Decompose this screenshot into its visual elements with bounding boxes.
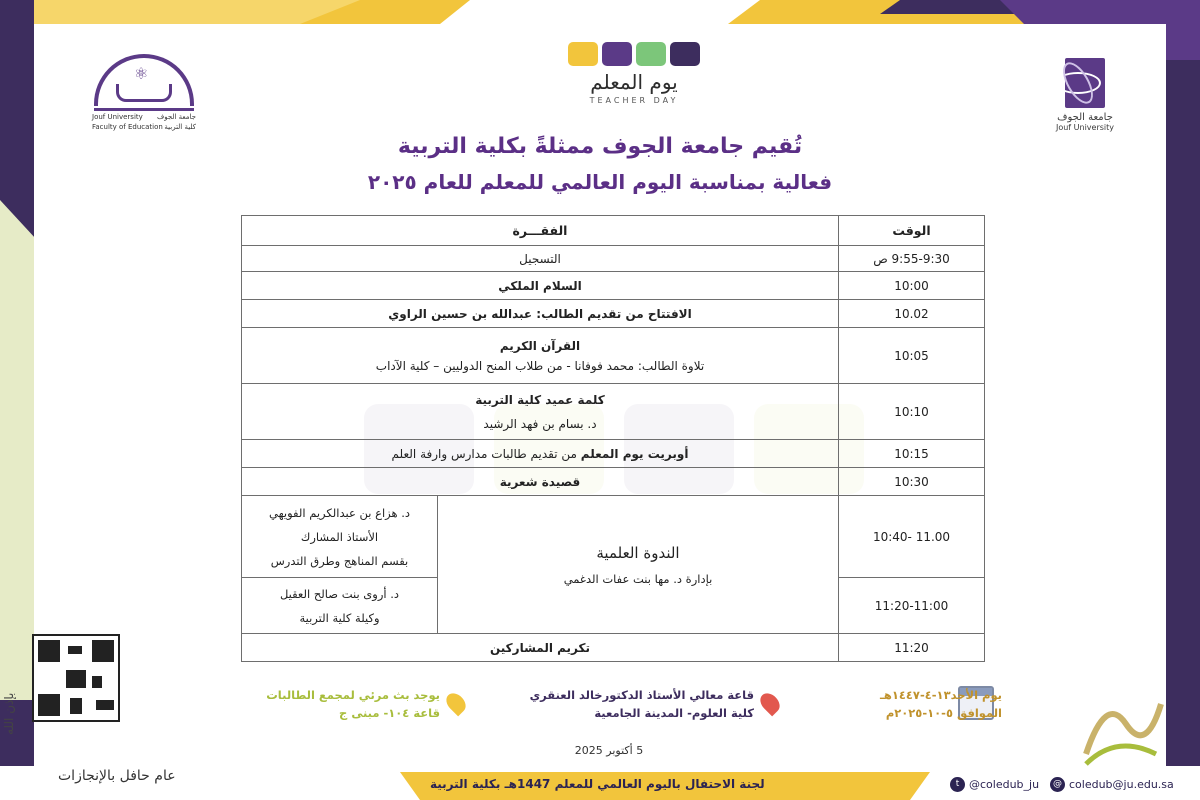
side-note: بإذن الله: [2, 692, 16, 736]
arch-emblem: [94, 54, 194, 106]
venue-hall: قاعة معالي الأستاذ الدكتورخالد العنقري: [529, 688, 754, 702]
row-time: 10.02: [839, 300, 985, 328]
committee-line: لجنة الاحتفال باليوم العالمي للمعلم 1447هـ بكلية التربية: [430, 777, 765, 791]
book-icon: [116, 84, 172, 102]
speaker-2-name: د. أروى بنت صالح العقيل: [279, 586, 400, 601]
atom-icon: ⚛: [134, 64, 149, 83]
email-icon: @: [1050, 777, 1065, 792]
row-time: 10:00: [839, 272, 985, 300]
right-logo-university-en: Jouf University: [1055, 123, 1115, 132]
stream-info: [230, 686, 440, 722]
table-header-row: [242, 216, 985, 246]
row-time: 11:20: [839, 634, 985, 662]
event-venue: [504, 686, 754, 722]
schedule-table: [241, 215, 985, 662]
print-date: 5 أكتوبر 2025: [574, 744, 644, 757]
event-date-gregorian: الموافق ٥-١٠-٢٠٢٥م: [885, 706, 1002, 720]
teacher-day-calligraphy: [1076, 684, 1166, 774]
row-item-title: القرآن الكريم: [499, 338, 581, 353]
row-item-bold: أوبريت يوم المعلم: [580, 446, 689, 461]
event-date: [792, 686, 1002, 722]
row-item-title: كلمة عميد كلية التربية: [475, 392, 605, 407]
panel-moderator: بإدارة د. مها بنت عفات الدغمي: [563, 571, 713, 586]
row-item: السلام الملكي: [242, 272, 839, 300]
table-row: [242, 384, 985, 440]
event-date-hijri: يوم الأحد١٣-٤-١٤٤٧هـ: [879, 688, 1002, 702]
panel-row-1: [242, 496, 985, 578]
row-item: التسجيل: [242, 246, 839, 272]
speaker-1: [242, 496, 438, 578]
table-row: [242, 272, 985, 300]
heading-line2: فعالية بمناسبة اليوم العالمي للمعلم للعام ٢٠٢٥: [367, 170, 833, 194]
panel-cell: [438, 496, 839, 634]
row-time: 10:10: [839, 384, 985, 440]
left-logo-university-en: Jouf University: [92, 113, 143, 121]
panel-time-1: 11.00 -10:40: [839, 496, 985, 578]
row-time: 10:30: [839, 468, 985, 496]
row-time: 10:05: [839, 328, 985, 384]
event-title-ar: يوم المعلم: [590, 70, 678, 94]
stream-pin-icon: [443, 690, 470, 717]
left-logo-faculty-en: Faculty of Education: [92, 123, 163, 131]
row-item: [242, 384, 839, 440]
twitter-icon: t: [950, 777, 965, 792]
email-text: coledub@ju.edu.sa: [1069, 778, 1174, 791]
stream-line2: قاعة ١٠٤- مبنى ج: [339, 706, 440, 720]
speaker-1-dept: بقسم المناهج وطرق التدرس: [270, 553, 409, 568]
university-emblem: [1065, 58, 1105, 108]
row-item: تكريم المشاركين: [242, 634, 839, 662]
jouf-university-logo: [1050, 58, 1120, 132]
panel-time-2: 11:20-11:00: [839, 578, 985, 634]
speaker-1-name: د. هزاع بن عبدالكريم الفويهي: [269, 505, 410, 520]
row-item: الافتتاح من تقديم الطالب: عبدالله بن حسين الراوي: [242, 300, 839, 328]
row-item: [242, 440, 839, 468]
faculty-of-education-logo: [84, 54, 204, 134]
left-logo-university-ar: جامعة الجوف: [156, 113, 196, 121]
row-item: [242, 328, 839, 384]
col-header-time: الوقت: [839, 216, 985, 246]
table-row: [242, 246, 985, 272]
row-time: 10:15: [839, 440, 985, 468]
row-item: قصيدة شعرية: [242, 468, 839, 496]
speaker-2: [242, 578, 438, 634]
table-row: [242, 634, 985, 662]
twitter-text: @coledub_ju: [969, 778, 1040, 791]
table-row: [242, 468, 985, 496]
teacher-day-logo: [554, 26, 714, 105]
table-row: [242, 328, 985, 384]
slogan: عام حافل بالإنجازات: [58, 768, 176, 784]
speaker-2-title: وكيلة كلية التربية: [299, 610, 380, 625]
poster-card: [34, 24, 1166, 774]
row-item-sub: د. بسام بن فهد الرشيد: [483, 416, 597, 431]
email-contact[interactable]: [1050, 777, 1174, 792]
location-pin-icon: [757, 690, 784, 717]
logo-tiles: [554, 26, 714, 66]
table-row: [242, 300, 985, 328]
heading-line1: تُقيم جامعة الجوف ممثلةً بكلية التربية: [397, 134, 803, 159]
panel-title: الندوة العلمية: [596, 543, 680, 562]
qr-code[interactable]: [32, 634, 120, 722]
event-title-en: TEACHER DAY: [589, 96, 679, 105]
col-header-item: الفقـــرة: [242, 216, 839, 246]
stream-line1: يوجد بث مرئي لمجمع الطالبات: [266, 688, 440, 702]
venue-location: كلية العلوم- المدينة الجامعية: [594, 706, 754, 720]
twitter-handle[interactable]: [950, 777, 1039, 792]
row-time: 9:55-9:30 ص: [839, 246, 985, 272]
table-row: [242, 440, 985, 468]
right-logo-university-ar: جامعة الجوف: [1057, 112, 1113, 123]
speaker-1-title: الأستاذ المشارك: [300, 529, 379, 544]
row-item-sub: تلاوة الطالب: محمد فوفانا - من طلاب المنح الدوليين – كلية الآداب: [375, 358, 705, 373]
row-item-rest: من تقديم طالبات مدارس وارفة العلم: [391, 446, 581, 461]
left-logo-faculty-ar: كلية التربية: [164, 123, 196, 131]
